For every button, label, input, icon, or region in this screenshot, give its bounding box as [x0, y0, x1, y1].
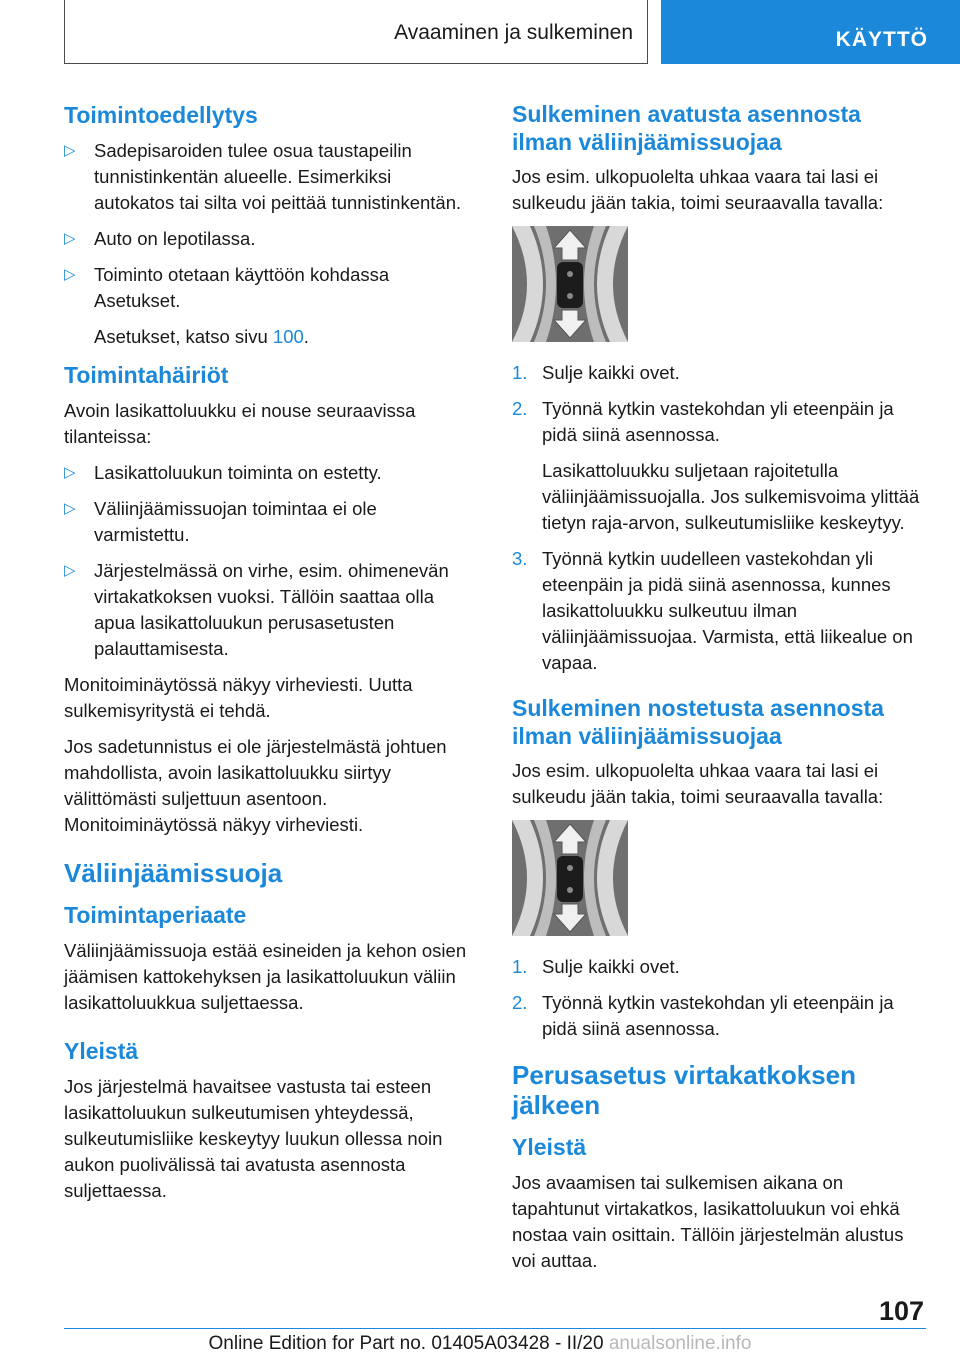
list-item: 1. Sulje kaikki ovet.	[512, 956, 680, 977]
list-item: 3. Työnnä kytkin uudelleen vastekohdan yli eteenpäin ja pidä siinä asennossa, kunnes lasikattoluukku sulkeutuu ilman väliinjäämissuojaa. Varmista, että liikealue on vapaa.	[512, 548, 913, 673]
footer-watermark: anualsonline.info	[608, 1333, 752, 1354]
asetukset-reference: Asetukset, katso sivu 100.	[94, 326, 309, 347]
page-number: 107	[878, 1296, 924, 1326]
list-item: ▷ Väliinjäämissuojan toimintaa ei ole varmistettu.	[64, 498, 377, 545]
steps-list-1	[512, 360, 924, 676]
triangle-bullet-icon: ▷	[64, 142, 76, 159]
page-link-100[interactable]: 100	[272, 326, 304, 347]
heading-toimintaperiaate: Toimintaperiaate	[64, 902, 247, 928]
list-item: 2. Työnnä kytkin vastekohdan yli eteenpäin ja pidä siinä asennossa.	[512, 992, 894, 1039]
list-item: ▷ Lasikattoluukun toiminta on estetty.	[64, 460, 476, 486]
list-item: ▷ Järjestelmässä on virhe, esim. ohimenevän virtakatkoksen vuoksi. Tällöin saattaa olla apua lasikattoluukun perusasetusten palauttamisesta.	[64, 560, 449, 659]
chapter-tab-label: KÄYTTÖ	[835, 28, 928, 51]
list-item: 1. Sulje kaikki ovet.	[512, 362, 680, 383]
left-column	[64, 100, 476, 1214]
heading-perusasetus: Perusasetus virtakatkoksen jälkeen	[512, 1060, 856, 1120]
chapter-tab[interactable]	[661, 0, 960, 64]
paragraph-periaate: Väliinjäämissuoja estää esineiden ja kehon osien jäämisen kattokehyksen ja lasikattoluukun väliin lasikattoluukkua suljettaessa.	[64, 940, 467, 1013]
paragraph-nostetusta: Jos esim. ulkopuolelta uhkaa vaara tai lasi ei sulkeudu jään takia, toimi seuraavalla tavalla:	[512, 760, 884, 807]
footer-edition: Online Edition for Part no. 01405A03428 - II/20	[208, 1333, 604, 1354]
triangle-bullet-icon: ▷	[64, 562, 76, 579]
paragraph-perusasetus: Jos avaamisen tai sulkemisen aikana on tapahtunut virtakatkos, lasikattoluukun voi ehkä nostaa vain osittain. Tällöin järjestelmän alustus voi auttaa.	[512, 1172, 904, 1271]
hairiot-list	[64, 460, 476, 662]
heading-valiinjaamissuoja: Väliinjäämissuoja	[64, 858, 283, 888]
footer	[0, 1333, 960, 1355]
triangle-bullet-icon: ▷	[64, 230, 76, 247]
heading-sulkeminen-nostetusta: Sulkeminen nostetusta asennosta ilman väliinjäämissuojaa	[512, 695, 884, 749]
heading-sulkeminen-avatusta: Sulkeminen avatusta asennosta ilman väliinjäämissuojaa	[512, 101, 861, 155]
list-item: ▷ Auto on lepotilassa.	[64, 226, 476, 252]
paragraph-sadetunnistus: Jos sadetunnistus ei ole järjestelmästä johtuen mahdollista, avoin lasikattoluukku siirtyy välittömästi suljettuun asentoon. Monitoiminäytössä näkyy virheviesti.	[64, 736, 447, 835]
list-item: ▷ Sadepisaroiden tulee osua taustapeilin tunnistinkentän alueelle. Esimerkiksi autokatos tai silta voi peittää tunnistinkentän.	[64, 140, 462, 213]
paragraph-monitor: Monitoiminäytössä näkyy virheviesti. Uutta sulkemisyritystä ei tehdä.	[64, 674, 413, 721]
edellytys-list	[64, 138, 476, 350]
paragraph-yleista: Jos järjestelmä havaitsee vastusta tai esteen lasikattoluukun sulkeutumisen yhteydessä, sulkeutumisliike keskeytyy luukun ollessa noin aukon puolivälissä tai avatusta asennosta suljettaessa.	[64, 1076, 443, 1201]
hairiot-intro: Avoin lasikattoluukku ei nouse seuraavissa tilanteissa:	[64, 400, 416, 447]
triangle-bullet-icon: ▷	[64, 500, 76, 517]
right-column	[512, 100, 924, 1284]
heading-yleista-2: Yleistä	[512, 1134, 587, 1160]
header-section-box	[64, 0, 648, 64]
footer-divider	[64, 1328, 926, 1329]
roof-switch-illustration	[512, 226, 628, 342]
heading-toimintoedellytys: Toimintoedellytys	[64, 102, 258, 128]
heading-yleista: Yleistä	[64, 1038, 139, 1064]
triangle-bullet-icon: ▷	[64, 464, 76, 481]
heading-toimintahairiot: Toimintahäiriöt	[64, 362, 229, 388]
roof-switch-illustration	[512, 820, 628, 936]
list-item: 2. Työnnä kytkin vastekohdan yli eteenpäin ja pidä siinä asennossa. Lasikattoluukku suljetaan rajoitetulla väliinjäämissuojalla. Jos sulkemisvoima ylittää tietyn raja-arvon, sulkeutumisliike keskeytyy.	[512, 398, 920, 533]
steps-list-2	[512, 954, 924, 1042]
list-item: ▷ Toiminto otetaan käyttöön kohdassa Asetukset. Asetukset, katso sivu 100.	[64, 262, 476, 350]
triangle-bullet-icon: ▷	[64, 266, 76, 283]
header-section-title: Avaaminen ja sulkeminen	[394, 21, 633, 44]
paragraph-avatusta: Jos esim. ulkopuolelta uhkaa vaara tai lasi ei sulkeudu jään takia, toimi seuraavalla tavalla:	[512, 166, 884, 213]
